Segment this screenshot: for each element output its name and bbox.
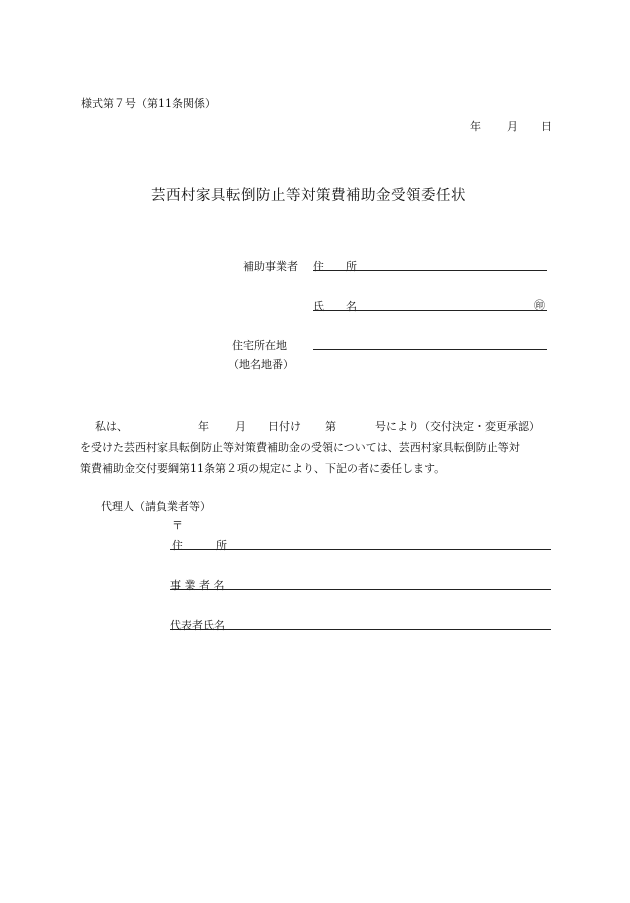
applicant-address-label: 住 所 (313, 260, 357, 273)
agent-address-label: 住 所 (172, 539, 227, 552)
house-location-sub-label: （地名地番） (228, 358, 294, 371)
body-line3: 策費補助金交付要綱第11条第２項の規定により、下記の者に委任します。 (80, 462, 446, 475)
date-year-label: 年 (470, 120, 481, 133)
agent-business-name-line[interactable] (170, 589, 551, 590)
agent-business-name-label: 事 業 者 名 (170, 579, 225, 592)
body-line1-year: 年 (198, 420, 209, 433)
body-line1-suffix: 号により（交付決定・変更承認） (375, 420, 540, 433)
agent-label: 代理人（請負業者等） (101, 500, 211, 513)
body-line2: を受けた芸西村家具転倒防止等対策費補助金の受領については、芸西村家具転倒防止等対 (80, 441, 520, 454)
agent-representative-line[interactable] (170, 629, 551, 630)
seal-mark: ㊞ (534, 299, 545, 312)
body-line1-prefix: 私は、 (95, 420, 128, 433)
document-title: 芸西村家具転倒防止等対策費補助金受領委任状 (151, 188, 466, 204)
form-number: 様式第７号（第11条関係） (81, 97, 216, 110)
house-location-line[interactable] (313, 349, 547, 350)
agent-address-line[interactable] (170, 549, 551, 550)
agent-representative-label: 代表者氏名 (170, 619, 225, 632)
body-line1-day: 日付け (268, 420, 301, 433)
body-line1-no: 第 (325, 420, 336, 433)
applicant-address-line[interactable] (313, 270, 547, 271)
house-location-label: 住宅所在地 (232, 339, 287, 352)
postal-mark: 〒 (172, 519, 183, 532)
body-line1-month: 月 (235, 420, 246, 433)
date-day-label: 日 (541, 120, 552, 133)
applicant-name-label: 氏 名 (313, 300, 357, 313)
applicant-name-line[interactable] (313, 310, 547, 311)
date-month-label: 月 (507, 120, 518, 133)
applicant-label: 補助事業者 (243, 260, 298, 273)
